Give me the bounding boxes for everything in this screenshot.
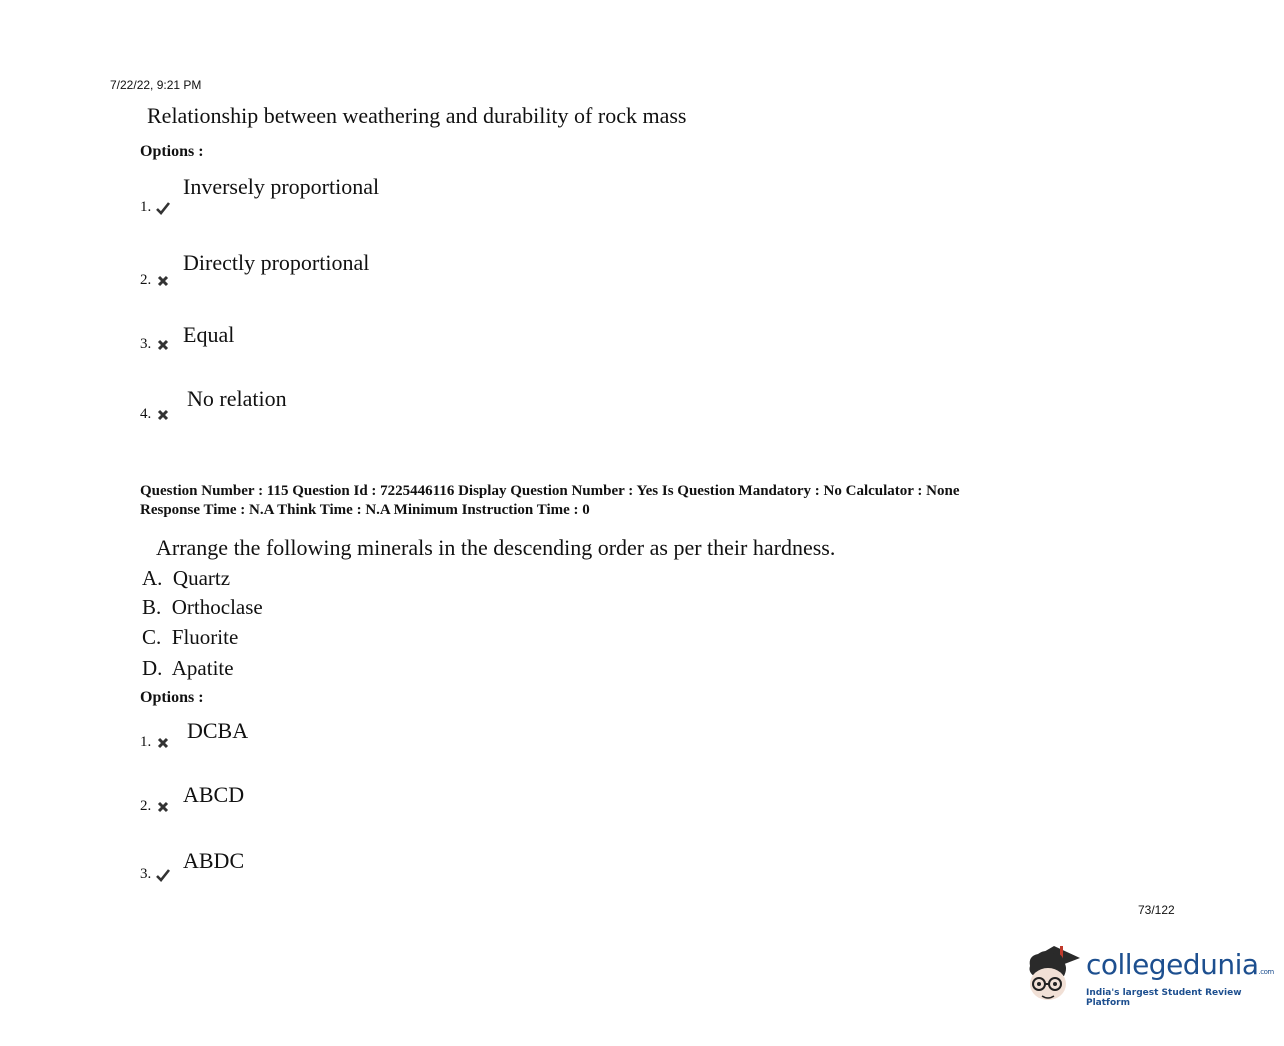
option-text: DCBA (187, 718, 249, 743)
list-item: D. Apatite (142, 656, 234, 680)
list-item: B. Orthoclase (142, 595, 263, 619)
option-text: Inversely proportional (183, 174, 380, 199)
mascot-icon (1024, 938, 1084, 1010)
option-text: ABDC (183, 848, 245, 873)
page-number: 73/122 (1138, 903, 1175, 917)
option-number: 1. (140, 199, 171, 216)
option-number: 1. (140, 734, 171, 751)
check-icon (155, 200, 171, 216)
check-icon (155, 867, 171, 883)
option-number: 2. (140, 272, 171, 289)
question-text: Arrange the following minerals in the descending order as per their hardness. (156, 535, 836, 560)
option-number: 3. (140, 866, 171, 883)
option-text: ABCD (183, 782, 245, 807)
list-item: A. Quartz (142, 566, 231, 590)
options-label: Options : (140, 689, 204, 706)
question-text: Relationship between weathering and durability of rock mass (147, 103, 687, 128)
timestamp: 7/22/22, 9:21 PM (110, 78, 202, 92)
option-text: No relation (187, 386, 287, 411)
option-text: Equal (183, 322, 235, 347)
collegedunia-logo (1024, 938, 1274, 1010)
option-number: 3. (140, 336, 171, 353)
cross-icon (155, 273, 171, 289)
option-number: 2. (140, 798, 171, 815)
option-text: Directly proportional (183, 250, 370, 275)
list-item: C. Fluorite (142, 625, 239, 649)
logo-wordmark: collegedunia.com (1086, 948, 1274, 981)
question-meta: Question Number : 115 Question Id : 7225446116 Display Question Number : Yes Is Question Mandatory : No Calculator : None Response Time : N.A Think Time : N.A Minimum Instruction Time : 0 (140, 483, 960, 518)
options-label: Options : (140, 143, 204, 160)
option-number: 4. (140, 406, 171, 423)
cross-icon (155, 337, 171, 353)
cross-icon (155, 799, 171, 815)
cross-icon (155, 735, 171, 751)
logo-tagline: India's largest Student Review Platform (1086, 988, 1242, 1008)
cross-icon (155, 407, 171, 423)
